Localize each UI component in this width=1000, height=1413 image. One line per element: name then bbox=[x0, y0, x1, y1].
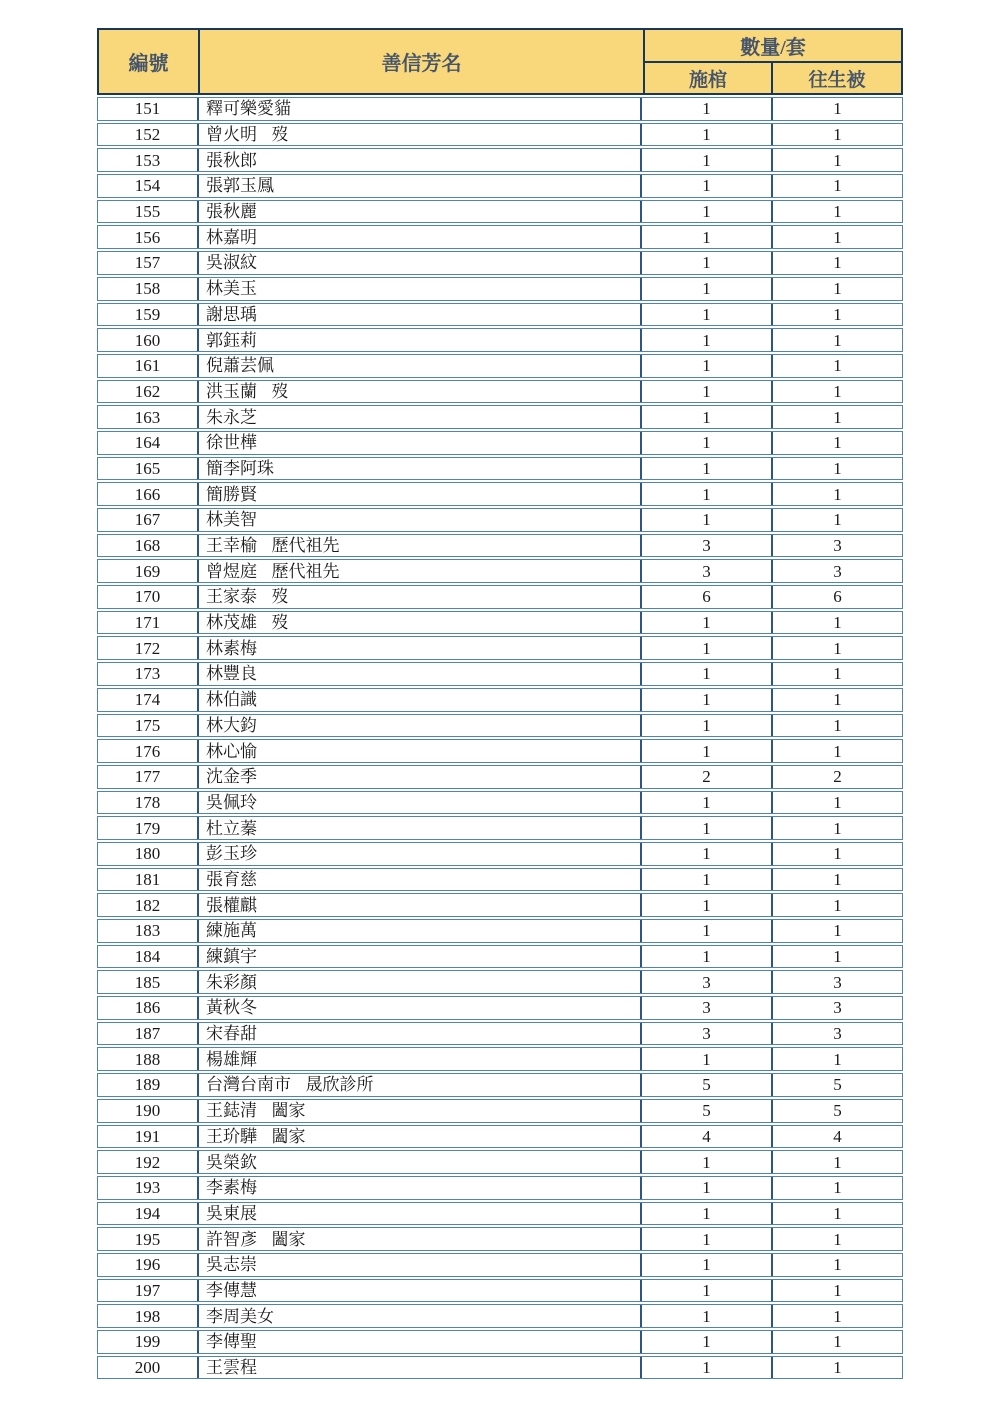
row-id: 177 bbox=[98, 766, 199, 788]
table-row bbox=[97, 225, 903, 249]
row-name: 王雲程 bbox=[199, 1357, 642, 1379]
row-blanket-qty: 1 bbox=[833, 613, 842, 633]
row-id: 182 bbox=[98, 894, 199, 916]
table-row bbox=[97, 1202, 903, 1226]
row-blanket-qty: 4 bbox=[833, 1126, 842, 1146]
row-id: 175 bbox=[98, 715, 199, 737]
row-coffin-qty: 1 bbox=[642, 278, 773, 300]
table-row bbox=[97, 1227, 903, 1251]
row-coffin-qty: 1 bbox=[642, 663, 773, 685]
row-coffin-qty: 3 bbox=[642, 971, 773, 993]
row-id: 168 bbox=[98, 535, 199, 557]
row-name: 練施萬 bbox=[199, 920, 642, 942]
row-blanket-qty: 1 bbox=[833, 356, 842, 376]
row-name: 謝思瑀 bbox=[199, 304, 642, 326]
row-name: 王玠驊 闔家 bbox=[199, 1126, 642, 1148]
row-name: 林伯識 bbox=[199, 689, 642, 711]
table-row bbox=[97, 919, 903, 943]
row-coffin-qty: 1 bbox=[642, 869, 773, 891]
row-coffin-qty: 1 bbox=[642, 1357, 773, 1379]
row-blanket-qty: 1 bbox=[833, 433, 842, 453]
row-name: 林豐良 bbox=[199, 663, 642, 685]
row-coffin-qty: 1 bbox=[642, 689, 773, 711]
table-row bbox=[97, 534, 903, 558]
header-name: 善信芳名 bbox=[200, 30, 645, 93]
row-id: 167 bbox=[98, 509, 199, 531]
row-name: 許智彥 闔家 bbox=[199, 1228, 642, 1250]
row-name: 宋春甜 bbox=[199, 1023, 642, 1045]
row-id: 151 bbox=[98, 98, 199, 120]
row-blanket-qty: 1 bbox=[833, 1306, 842, 1326]
table-row bbox=[97, 791, 903, 815]
row-id: 194 bbox=[98, 1203, 199, 1225]
row-name: 吳佩玲 bbox=[199, 792, 642, 814]
row-blanket-qty: 1 bbox=[833, 869, 842, 889]
table-row bbox=[97, 714, 903, 738]
row-blanket-qty: 5 bbox=[833, 1101, 842, 1121]
table-row bbox=[97, 765, 903, 789]
row-name: 台灣台南市 晟欣診所 bbox=[199, 1074, 642, 1096]
row-id: 178 bbox=[98, 792, 199, 814]
row-blanket-qty: 1 bbox=[833, 1049, 842, 1069]
table-row bbox=[97, 380, 903, 404]
table-row bbox=[97, 200, 903, 224]
table-row bbox=[97, 354, 903, 378]
row-id: 162 bbox=[98, 381, 199, 403]
row-coffin-qty: 3 bbox=[642, 535, 773, 557]
row-id: 180 bbox=[98, 843, 199, 865]
row-blanket-qty: 6 bbox=[833, 587, 842, 607]
row-name: 林美玉 bbox=[199, 278, 642, 300]
table-row bbox=[97, 1279, 903, 1303]
row-blanket-qty: 1 bbox=[833, 792, 842, 812]
header-blanket: 往生被 bbox=[808, 69, 866, 91]
row-blanket-qty: 1 bbox=[833, 304, 842, 324]
row-name: 彭玉珍 bbox=[199, 843, 642, 865]
row-name: 曾火明 歿 bbox=[199, 124, 642, 146]
row-coffin-qty: 1 bbox=[642, 381, 773, 403]
row-name: 張育慈 bbox=[199, 869, 642, 891]
row-id: 196 bbox=[98, 1254, 199, 1276]
table-row bbox=[97, 1356, 903, 1380]
row-name: 吳東展 bbox=[199, 1203, 642, 1225]
row-id: 174 bbox=[98, 689, 199, 711]
row-blanket-qty: 1 bbox=[833, 818, 842, 838]
row-id: 185 bbox=[98, 971, 199, 993]
row-id: 191 bbox=[98, 1126, 199, 1148]
row-id: 192 bbox=[98, 1151, 199, 1173]
row-coffin-qty: 1 bbox=[642, 458, 773, 480]
row-coffin-qty: 1 bbox=[642, 740, 773, 762]
row-name: 釋可樂愛貓 bbox=[199, 98, 642, 120]
row-coffin-qty: 1 bbox=[642, 946, 773, 968]
row-id: 197 bbox=[98, 1280, 199, 1302]
row-coffin-qty: 1 bbox=[642, 98, 773, 120]
row-id: 163 bbox=[98, 406, 199, 428]
row-coffin-qty: 1 bbox=[642, 201, 773, 223]
row-id: 171 bbox=[98, 612, 199, 634]
table-row bbox=[97, 1150, 903, 1174]
row-blanket-qty: 3 bbox=[833, 972, 842, 992]
row-name: 王幸榆 歷代祖先 bbox=[199, 535, 642, 557]
table-row bbox=[97, 457, 903, 481]
table-row bbox=[97, 1073, 903, 1097]
header-coffin: 施棺 bbox=[645, 63, 773, 93]
row-id: 187 bbox=[98, 1023, 199, 1045]
row-name: 楊雄輝 bbox=[199, 1048, 642, 1070]
row-name: 沈金季 bbox=[199, 766, 642, 788]
row-name: 朱彩顏 bbox=[199, 971, 642, 993]
table-row bbox=[97, 996, 903, 1020]
table-body bbox=[97, 97, 903, 1379]
row-name: 張秋郎 bbox=[199, 149, 642, 171]
header-id: 編號 bbox=[99, 30, 200, 93]
row-name: 朱永芝 bbox=[199, 406, 642, 428]
row-blanket-qty: 1 bbox=[833, 947, 842, 967]
row-blanket-qty: 3 bbox=[833, 1024, 842, 1044]
row-blanket-qty: 2 bbox=[833, 767, 842, 787]
table-row bbox=[97, 868, 903, 892]
row-blanket-qty: 1 bbox=[833, 381, 842, 401]
row-coffin-qty: 1 bbox=[642, 304, 773, 326]
row-coffin-qty: 1 bbox=[642, 612, 773, 634]
row-coffin-qty: 1 bbox=[642, 509, 773, 531]
row-id: 170 bbox=[98, 586, 199, 608]
row-name: 洪玉蘭 歿 bbox=[199, 381, 642, 403]
row-blanket-qty: 1 bbox=[833, 458, 842, 478]
table-row bbox=[97, 97, 903, 121]
row-blanket-qty: 1 bbox=[833, 150, 842, 170]
row-coffin-qty: 1 bbox=[642, 355, 773, 377]
header-quantity-label: 數量/套 bbox=[645, 30, 901, 63]
row-coffin-qty: 1 bbox=[642, 715, 773, 737]
row-name: 李素梅 bbox=[199, 1177, 642, 1199]
row-coffin-qty: 1 bbox=[642, 175, 773, 197]
row-coffin-qty: 1 bbox=[642, 1048, 773, 1070]
row-id: 181 bbox=[98, 869, 199, 891]
row-coffin-qty: 3 bbox=[642, 997, 773, 1019]
row-blanket-qty: 5 bbox=[833, 1075, 842, 1095]
row-id: 186 bbox=[98, 997, 199, 1019]
table-row bbox=[97, 662, 903, 686]
row-name: 倪蕭芸佩 bbox=[199, 355, 642, 377]
row-name: 吳榮欽 bbox=[199, 1151, 642, 1173]
row-id: 190 bbox=[98, 1100, 199, 1122]
row-id: 154 bbox=[98, 175, 199, 197]
row-id: 188 bbox=[98, 1048, 199, 1070]
table-row bbox=[97, 482, 903, 506]
row-coffin-qty: 1 bbox=[642, 1228, 773, 1250]
row-blanket-qty: 1 bbox=[833, 484, 842, 504]
table-row bbox=[97, 1330, 903, 1354]
row-name: 張秋麗 bbox=[199, 201, 642, 223]
table-row bbox=[97, 1176, 903, 1200]
row-coffin-qty: 1 bbox=[642, 1331, 773, 1353]
row-coffin-qty: 1 bbox=[642, 1203, 773, 1225]
row-blanket-qty: 1 bbox=[833, 1358, 842, 1378]
table-row bbox=[97, 636, 903, 660]
table-row bbox=[97, 1022, 903, 1046]
row-id: 172 bbox=[98, 637, 199, 659]
row-name: 曾煜庭 歷代祖先 bbox=[199, 560, 642, 582]
row-id: 166 bbox=[98, 483, 199, 505]
row-id: 165 bbox=[98, 458, 199, 480]
row-blanket-qty: 1 bbox=[833, 227, 842, 247]
table-row bbox=[97, 328, 903, 352]
row-id: 193 bbox=[98, 1177, 199, 1199]
table-row bbox=[97, 303, 903, 327]
table-row bbox=[97, 148, 903, 172]
row-coffin-qty: 2 bbox=[642, 766, 773, 788]
table-row bbox=[97, 1253, 903, 1277]
row-name: 吳淑紋 bbox=[199, 252, 642, 274]
row-coffin-qty: 1 bbox=[642, 920, 773, 942]
row-blanket-qty: 1 bbox=[833, 741, 842, 761]
table-row bbox=[97, 508, 903, 532]
row-id: 158 bbox=[98, 278, 199, 300]
row-coffin-qty: 1 bbox=[642, 1280, 773, 1302]
row-id: 153 bbox=[98, 149, 199, 171]
table-row bbox=[97, 816, 903, 840]
table-row bbox=[97, 893, 903, 917]
row-blanket-qty: 1 bbox=[833, 1255, 842, 1275]
table-row bbox=[97, 277, 903, 301]
table-row bbox=[97, 123, 903, 147]
row-blanket-qty: 1 bbox=[833, 99, 842, 119]
row-id: 157 bbox=[98, 252, 199, 274]
row-id: 179 bbox=[98, 817, 199, 839]
header-quantity-group bbox=[645, 30, 901, 93]
row-coffin-qty: 3 bbox=[642, 560, 773, 582]
row-id: 160 bbox=[98, 329, 199, 351]
row-name: 杜立蓁 bbox=[199, 817, 642, 839]
row-coffin-qty: 5 bbox=[642, 1074, 773, 1096]
row-id: 173 bbox=[98, 663, 199, 685]
row-id: 184 bbox=[98, 946, 199, 968]
row-blanket-qty: 1 bbox=[833, 279, 842, 299]
row-blanket-qty: 1 bbox=[833, 1203, 842, 1223]
row-blanket-qty: 1 bbox=[833, 125, 842, 145]
row-coffin-qty: 1 bbox=[642, 1177, 773, 1199]
row-coffin-qty: 1 bbox=[642, 226, 773, 248]
row-blanket-qty: 1 bbox=[833, 690, 842, 710]
table-row bbox=[97, 174, 903, 198]
table-row bbox=[97, 585, 903, 609]
row-coffin-qty: 1 bbox=[642, 432, 773, 454]
row-blanket-qty: 3 bbox=[833, 998, 842, 1018]
donation-table bbox=[97, 28, 903, 1379]
row-name: 張郭玉鳳 bbox=[199, 175, 642, 197]
row-coffin-qty: 4 bbox=[642, 1126, 773, 1148]
row-blanket-qty: 1 bbox=[833, 1332, 842, 1352]
row-name: 張權麒 bbox=[199, 894, 642, 916]
row-coffin-qty: 5 bbox=[642, 1100, 773, 1122]
row-name: 李傳聖 bbox=[199, 1331, 642, 1353]
row-name: 吳志崇 bbox=[199, 1254, 642, 1276]
row-id: 199 bbox=[98, 1331, 199, 1353]
table-row bbox=[97, 970, 903, 994]
row-coffin-qty: 1 bbox=[642, 124, 773, 146]
row-name: 林素梅 bbox=[199, 637, 642, 659]
row-blanket-qty: 1 bbox=[833, 895, 842, 915]
table-row bbox=[97, 842, 903, 866]
row-coffin-qty: 1 bbox=[642, 406, 773, 428]
row-coffin-qty: 3 bbox=[642, 1023, 773, 1045]
row-blanket-qty: 3 bbox=[833, 536, 842, 556]
row-blanket-qty: 1 bbox=[833, 1152, 842, 1172]
row-id: 159 bbox=[98, 304, 199, 326]
row-coffin-qty: 1 bbox=[642, 894, 773, 916]
row-blanket-qty: 3 bbox=[833, 561, 842, 581]
row-id: 164 bbox=[98, 432, 199, 454]
table-row bbox=[97, 945, 903, 969]
row-name: 李傳慧 bbox=[199, 1280, 642, 1302]
row-blanket-qty: 1 bbox=[833, 1178, 842, 1198]
row-blanket-qty: 1 bbox=[833, 921, 842, 941]
table-row bbox=[97, 559, 903, 583]
row-blanket-qty: 1 bbox=[833, 664, 842, 684]
row-name: 郭鈺莉 bbox=[199, 329, 642, 351]
row-name: 練鎮宇 bbox=[199, 946, 642, 968]
row-id: 156 bbox=[98, 226, 199, 248]
row-coffin-qty: 1 bbox=[642, 637, 773, 659]
row-id: 155 bbox=[98, 201, 199, 223]
row-name: 王鋕清 闔家 bbox=[199, 1100, 642, 1122]
table-row bbox=[97, 1304, 903, 1328]
row-id: 169 bbox=[98, 560, 199, 582]
table-row bbox=[97, 739, 903, 763]
row-blanket-qty: 1 bbox=[833, 715, 842, 735]
row-name: 李周美女 bbox=[199, 1305, 642, 1327]
table-row bbox=[97, 251, 903, 275]
row-name: 林大鈞 bbox=[199, 715, 642, 737]
row-blanket-qty: 1 bbox=[833, 202, 842, 222]
table-row bbox=[97, 405, 903, 429]
row-coffin-qty: 1 bbox=[642, 149, 773, 171]
table-header bbox=[97, 28, 903, 95]
table-row bbox=[97, 611, 903, 635]
row-blanket-qty: 1 bbox=[833, 510, 842, 530]
row-coffin-qty: 6 bbox=[642, 586, 773, 608]
row-blanket-qty: 1 bbox=[833, 844, 842, 864]
row-blanket-qty: 1 bbox=[833, 1280, 842, 1300]
row-name: 簡李阿珠 bbox=[199, 458, 642, 480]
row-blanket-qty: 1 bbox=[833, 1229, 842, 1249]
row-coffin-qty: 1 bbox=[642, 843, 773, 865]
row-name: 王家泰 歿 bbox=[199, 586, 642, 608]
row-id: 200 bbox=[98, 1357, 199, 1379]
row-blanket-qty: 1 bbox=[833, 253, 842, 273]
row-name: 簡勝賢 bbox=[199, 483, 642, 505]
row-blanket-qty: 1 bbox=[833, 638, 842, 658]
table-row bbox=[97, 1047, 903, 1071]
row-name: 黃秋冬 bbox=[199, 997, 642, 1019]
row-blanket-qty: 1 bbox=[833, 176, 842, 196]
row-coffin-qty: 1 bbox=[642, 252, 773, 274]
row-coffin-qty: 1 bbox=[642, 792, 773, 814]
row-coffin-qty: 1 bbox=[642, 1254, 773, 1276]
row-name: 林心愉 bbox=[199, 740, 642, 762]
row-id: 183 bbox=[98, 920, 199, 942]
table-row bbox=[97, 1125, 903, 1149]
row-coffin-qty: 1 bbox=[642, 483, 773, 505]
row-blanket-qty: 1 bbox=[833, 407, 842, 427]
row-coffin-qty: 1 bbox=[642, 1151, 773, 1173]
row-name: 林嘉明 bbox=[199, 226, 642, 248]
row-coffin-qty: 1 bbox=[642, 817, 773, 839]
row-name: 林美智 bbox=[199, 509, 642, 531]
row-name: 林茂雄 歿 bbox=[199, 612, 642, 634]
row-coffin-qty: 1 bbox=[642, 1305, 773, 1327]
table-row bbox=[97, 431, 903, 455]
table-row bbox=[97, 688, 903, 712]
row-name: 徐世樺 bbox=[199, 432, 642, 454]
row-blanket-qty: 1 bbox=[833, 330, 842, 350]
row-id: 198 bbox=[98, 1305, 199, 1327]
row-id: 189 bbox=[98, 1074, 199, 1096]
row-id: 176 bbox=[98, 740, 199, 762]
table-row bbox=[97, 1099, 903, 1123]
row-coffin-qty: 1 bbox=[642, 329, 773, 351]
row-id: 161 bbox=[98, 355, 199, 377]
row-id: 152 bbox=[98, 124, 199, 146]
row-id: 195 bbox=[98, 1228, 199, 1250]
header-quantity-subcolumns bbox=[645, 63, 901, 93]
